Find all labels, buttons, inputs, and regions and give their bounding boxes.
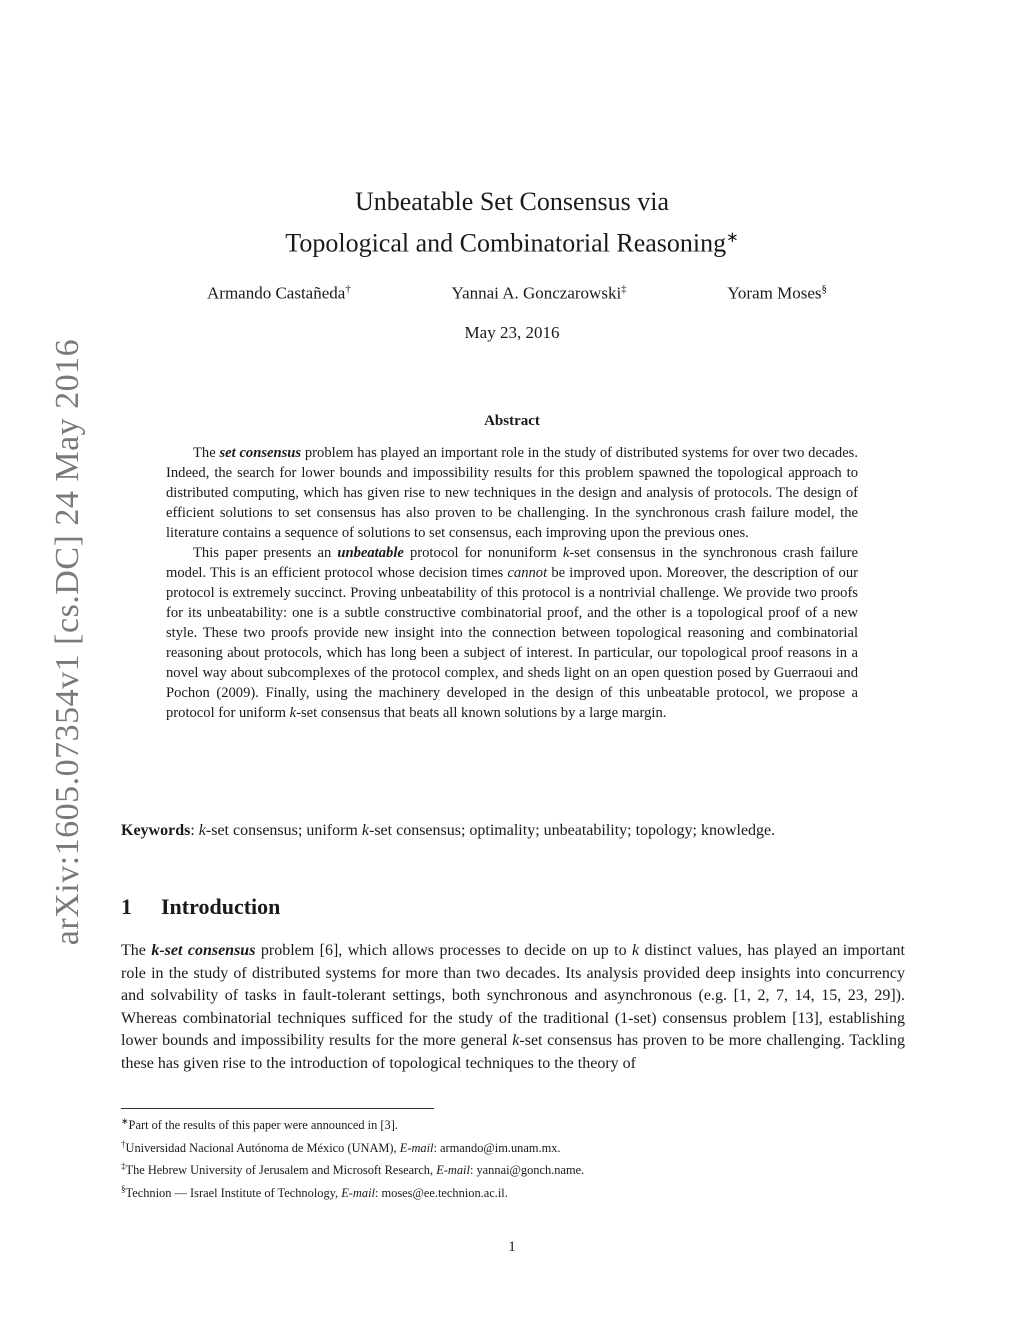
author-3: [727, 283, 827, 304]
text-run: be improved upon. Moreover, the description of our protocol is extremely succinct. Proving unbeatability of this protocol is a nontrivial challenge. We provide two proofs for its unbeatability: one is a subtle constructive combinatorial proof, and the other is a topological proof of a new style. These two proofs provide new insight into the connection between topological reasoning and combinatorial reasoning about protocols, which has long been a subject of interest. In particular, our topological proof reasons in a novel way about subcomplexes of the protocol complex, and sheds light on an open question posed by Guerraoui and Pochon (2009). Finally, using the machinery developed in the design of this unbeatable protocol, we propose a protocol for uniform: [166, 565, 858, 721]
text-run: problem has played an important role in the study of distributed systems for over two decades. Indeed, the search for lower bounds and impossibility results for this problem spawned the topological approach to distributed computing, which has given rise to new techniques in the design and analysis of protocols. The design of efficient solutions to set consensus has also proven to be challenging. In the synchronous crash failure model, the literature contains a sequence of solutions to set consensus, each improving upon the previous ones.: [166, 445, 859, 541]
footnote-mark: §: [121, 1183, 126, 1194]
author-footnote-mark: †: [345, 283, 351, 295]
author-footnote-mark: ‡: [621, 283, 627, 295]
author-footnote-mark: §: [821, 283, 827, 295]
text-run: -set consensus in the synchronous crash failure model. This is an efficient protocol whose decision times: [166, 545, 859, 581]
text-run: distinct values, has played an important role in the study of distributed systems for more than two decades. Its analysis provided deep insights into concurrency and solvability of tasks in fault-tolerant settings, both synchronous and asynchronous (e.g. [1, 2, 7, 14, 15, 23, 29]). Whereas combinatorial techniques sufficed for the study of the traditional (1-set) consensus problem [13], establishing lower bounds and impossibility results for the more general: [121, 942, 905, 1049]
footnotes: [121, 1112, 905, 1203]
abstract-paragraph-2: [166, 543, 858, 723]
page-number: 1: [508, 1239, 516, 1255]
text-run: -set consensus that beats all known solutions by a large margin.: [296, 705, 667, 721]
section-number: 1: [121, 894, 132, 919]
footnote-item: [121, 1135, 905, 1158]
footnote-mark: †: [121, 1138, 126, 1149]
author-name: Yannai A. Gonczarowski: [451, 283, 622, 303]
email-label: E-mail: [436, 1163, 470, 1178]
title-footnote-mark: ∗: [726, 230, 739, 246]
paper-title: [0, 183, 1024, 262]
abstract-heading: Abstract: [484, 413, 540, 429]
footnote-mark: ∗: [121, 1116, 129, 1126]
arxiv-identifier-stamp: arXiv:1605.07354v1 [cs.DC] 24 May 2016: [49, 338, 86, 946]
emphasis-word: cannot: [507, 565, 548, 581]
abstract-paragraph-1: [166, 443, 858, 543]
text-run: :: [190, 822, 199, 839]
math-variable: k: [632, 942, 640, 959]
math-variable: k: [562, 545, 570, 561]
text-run: problem [6], which allows processes to decide on up to: [255, 942, 633, 959]
author-2: [452, 283, 627, 304]
introduction-body: [121, 940, 905, 1075]
emphasis-term: k-set consensus: [151, 942, 256, 959]
section-heading-introduction: [121, 894, 280, 920]
footnote-text: Technion — Israel Institute of Technology,: [125, 1186, 342, 1200]
footnote-item: [121, 1180, 905, 1203]
text-run: -set consensus; uniform: [205, 822, 362, 839]
author-1: [207, 283, 351, 304]
email-label: E-mail: [341, 1186, 375, 1200]
publication-date: May 23, 2016: [464, 323, 560, 342]
math-variable: k: [361, 822, 369, 839]
email-address: : armando@im.unam.mx.: [433, 1140, 561, 1155]
text-run: -set consensus has proven to be more challenging. Tackling these has given rise to the introduction of topological techniques to the theory of: [121, 1032, 906, 1072]
math-variable: k: [198, 822, 206, 839]
intro-paragraph: [121, 940, 905, 1075]
email-address: : yannai@gonch.name.: [469, 1163, 585, 1178]
author-list: [207, 283, 827, 304]
text-run: The: [193, 445, 220, 461]
text-run: -set consensus; optimality; unbeatability; topology; knowledge.: [368, 822, 776, 839]
keywords: [121, 820, 905, 842]
footnote-text: Universidad Nacional Autónoma de México (UNAM),: [125, 1140, 400, 1155]
math-variable: k: [512, 1032, 520, 1049]
section-title: Introduction: [161, 894, 281, 919]
author-name: Armando Castañeda: [207, 283, 346, 303]
text-run: protocol for nonuniform: [403, 545, 563, 561]
footnote-text: Part of the results of this paper were announced in [3].: [128, 1118, 398, 1133]
author-name: Yoram Moses: [727, 283, 822, 303]
footnote-item: [121, 1112, 905, 1135]
email-address: : moses@ee.technion.ac.il.: [374, 1186, 508, 1200]
math-variable: k: [289, 705, 297, 721]
keywords-label: Keywords: [121, 822, 191, 839]
text-run: The: [121, 942, 152, 959]
emphasis-term: unbeatable: [337, 545, 404, 561]
footnote-item: [121, 1157, 905, 1180]
footnote-text: The Hebrew University of Jerusalem and Microsoft Research,: [125, 1163, 437, 1178]
text-run: This paper presents an: [193, 545, 338, 561]
email-label: E-mail: [399, 1140, 434, 1155]
footnote-divider: [121, 1108, 434, 1109]
title-line-2-text: Topological and Combinatorial Reasoning: [285, 228, 727, 258]
title-line-1: Unbeatable Set Consensus via: [354, 187, 670, 216]
emphasis-term: set consensus: [219, 445, 302, 461]
footnote-mark: ‡: [121, 1161, 126, 1172]
abstract-body: [166, 443, 858, 723]
title-line-2: [0, 220, 1024, 262]
